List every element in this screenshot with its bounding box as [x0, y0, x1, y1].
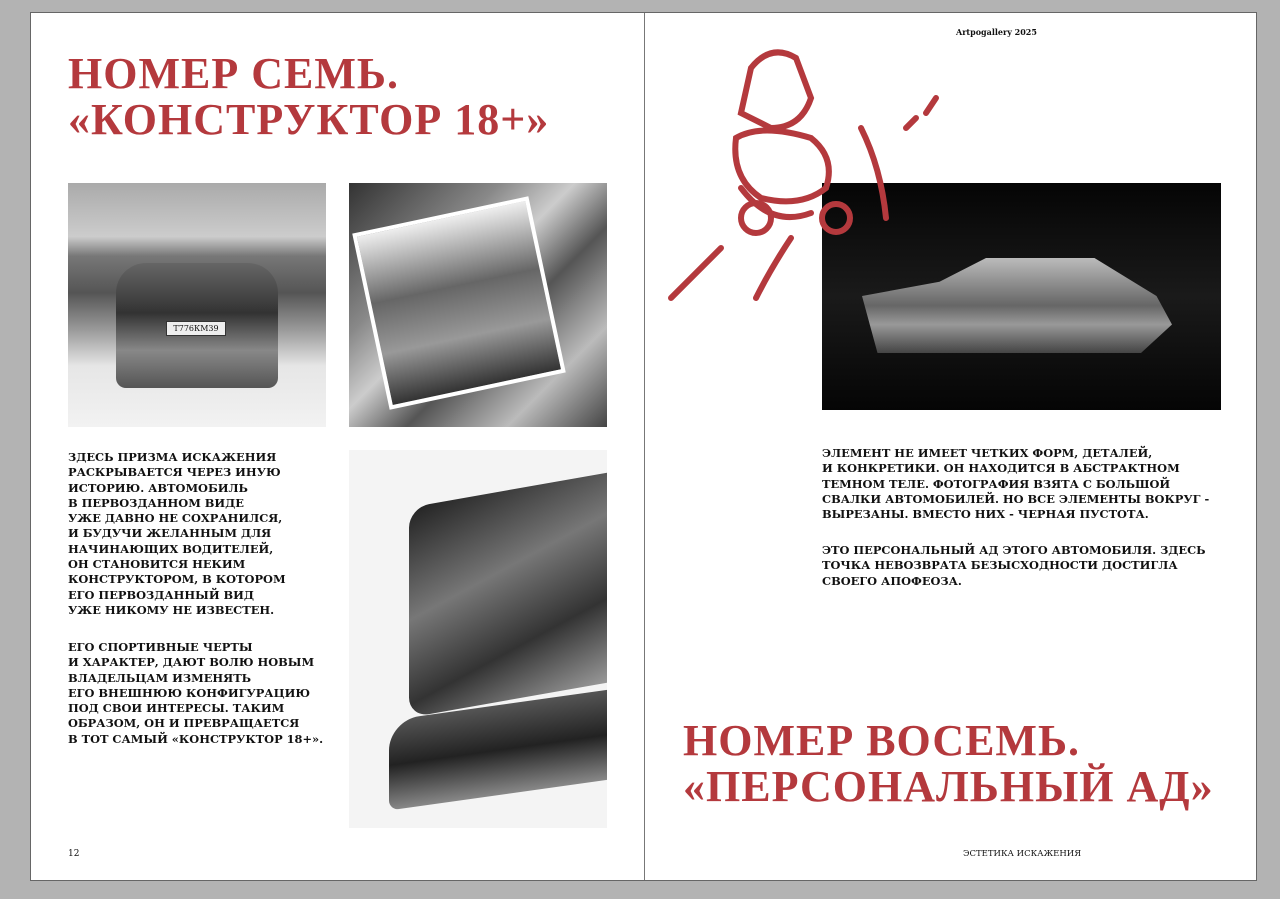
right-title: [683, 718, 1214, 810]
right-paragraph-1: ЭЛЕМЕНТ НЕ ИМЕЕТ ЧЕТКИХ ФОРМ, ДЕТАЛЕЙ, И КОНКРЕТИКИ. ОН НАХОДИТСЯ В АБСТРАКТНОМ ТЕМНОМ ТЕЛЕ. ФОТОГРАФИЯ ВЗЯТА С БОЛЬШОЙ СВАЛКИ АВТОМОБИЛЕЙ. НО ВСЕ ЭЛЕМЕНТЫ ВОКРУГ - ВЫРЕЗАНЫ. ВМЕСТО НИХ - ЧЕРНАЯ ПУСТОТА.: [822, 446, 1210, 522]
page-divider: [644, 13, 645, 880]
page-header: Artpogallery 2025: [956, 27, 1037, 37]
left-paragraph-2: ЕГО СПОРТИВНЫЕ ЧЕРТЫ И ХАРАКТЕР, ДАЮТ ВОЛЮ НОВЫМ ВЛАДЕЛЬЦАМ ИЗМЕНЯТЬ ЕГО ВНЕШНЮЮ КОНФИГУРАЦИЮ ПОД СВОИ ИНТЕРЕСЫ. ТАКИМ ОБРАЗОМ, ОН И ПРЕВРАЩАЕТСЯ В ТОТ САМЫЙ «КОНСТРУКТОР 18+».: [68, 640, 324, 746]
right-paragraph-2: ЭТО ПЕРСОНАЛЬНЫЙ АД ЭТОГО АВТОМОБИЛЯ. ЗДЕСЬ ТОЧКА НЕВОЗВРАТА БЕЗЫСХОДНОСТИ ДОСТИГЛА СВОЕГО АПОФЕОЗА.: [822, 543, 1206, 588]
right-title-line2: «ПЕРСОНАЛЬНЫЙ АД»: [683, 762, 1214, 811]
left-title-line1: НОМЕР СЕМЬ.: [68, 49, 399, 98]
photo-collage-cars: [349, 183, 607, 427]
red-car-sketch: [661, 38, 941, 308]
magazine-spread: [30, 12, 1257, 881]
painting-cars-bw: [349, 450, 607, 828]
page-footer: ЭСТЕТИКА ИСКАЖЕНИЯ: [963, 849, 1082, 859]
left-paragraph-1: ЗДЕСЬ ПРИЗМА ИСКАЖЕНИЯ РАСКРЫВАЕТСЯ ЧЕРЕЗ ИНУЮ ИСТОРИЮ. АВТОМОБИЛЬ В ПЕРВОЗДАННОМ ВИДЕ УЖЕ ДАВНО НЕ СОХРАНИЛСЯ, И БУДУЧИ ЖЕЛАННЫМ ДЛЯ НАЧИНАЮЩИХ ВОДИТЕЛЕЙ, ОН СТАНОВИТСЯ НЕКИМ КОНСТРУКТОРОМ, В КОТОРОМ ЕГО ПЕРВОЗДАННЫЙ ВИД УЖЕ НИКОМУ НЕ ИЗВЕСТЕН.: [68, 450, 286, 617]
right-title-line1: НОМЕР ВОСЕМЬ.: [683, 716, 1081, 765]
license-plate: Т776КМ39: [166, 321, 226, 336]
page-number: 12: [68, 849, 80, 859]
left-title: [68, 51, 549, 143]
left-title-line2: «КОНСТРУКТОР 18+»: [68, 95, 550, 144]
photo-car-rear-snow: [68, 183, 326, 427]
